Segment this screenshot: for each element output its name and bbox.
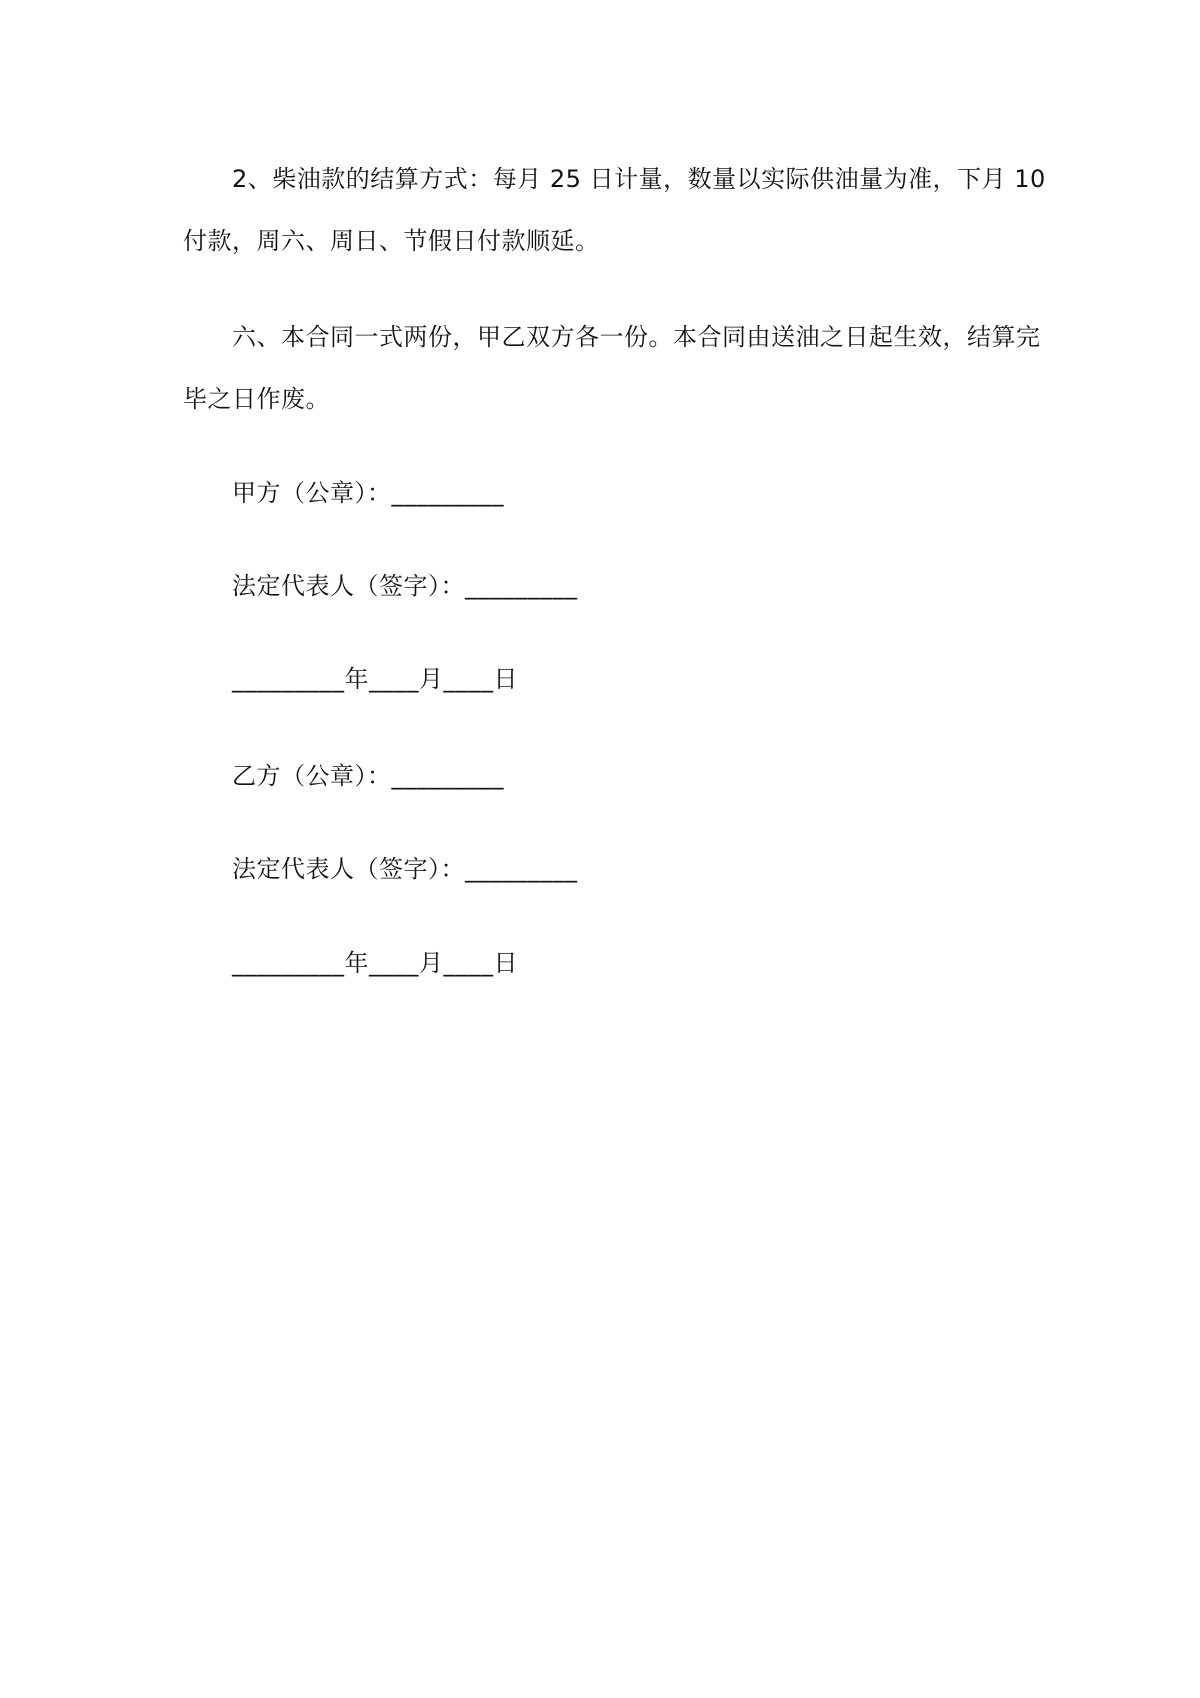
settlement-clause-line-2: 付款，周六、周日、节假日付款顺延。: [183, 227, 600, 255]
contract-copies-clause-line-1: 六、本合同一式两份，甲乙双方各一份。本合同由送油之日起生效，结算完: [232, 323, 1041, 351]
party-a-seal-field: 甲方（公章）：_________: [232, 479, 504, 507]
settlement-clause-line-1: 2、柴油款的结算方式：每月 25 日计量，数量以实际供油量为准，下月 10: [232, 165, 1046, 193]
party-b-seal-field: 乙方（公章）：_________: [232, 762, 504, 790]
party-a-representative-field: 法定代表人（签字）：_________: [232, 572, 578, 600]
contract-copies-clause-line-2: 毕之日作废。: [183, 385, 330, 413]
party-a-date-field: _________年____月____日: [232, 665, 518, 693]
party-b-date-field: _________年____月____日: [232, 949, 518, 977]
party-b-representative-field: 法定代表人（签字）：_________: [232, 855, 578, 883]
